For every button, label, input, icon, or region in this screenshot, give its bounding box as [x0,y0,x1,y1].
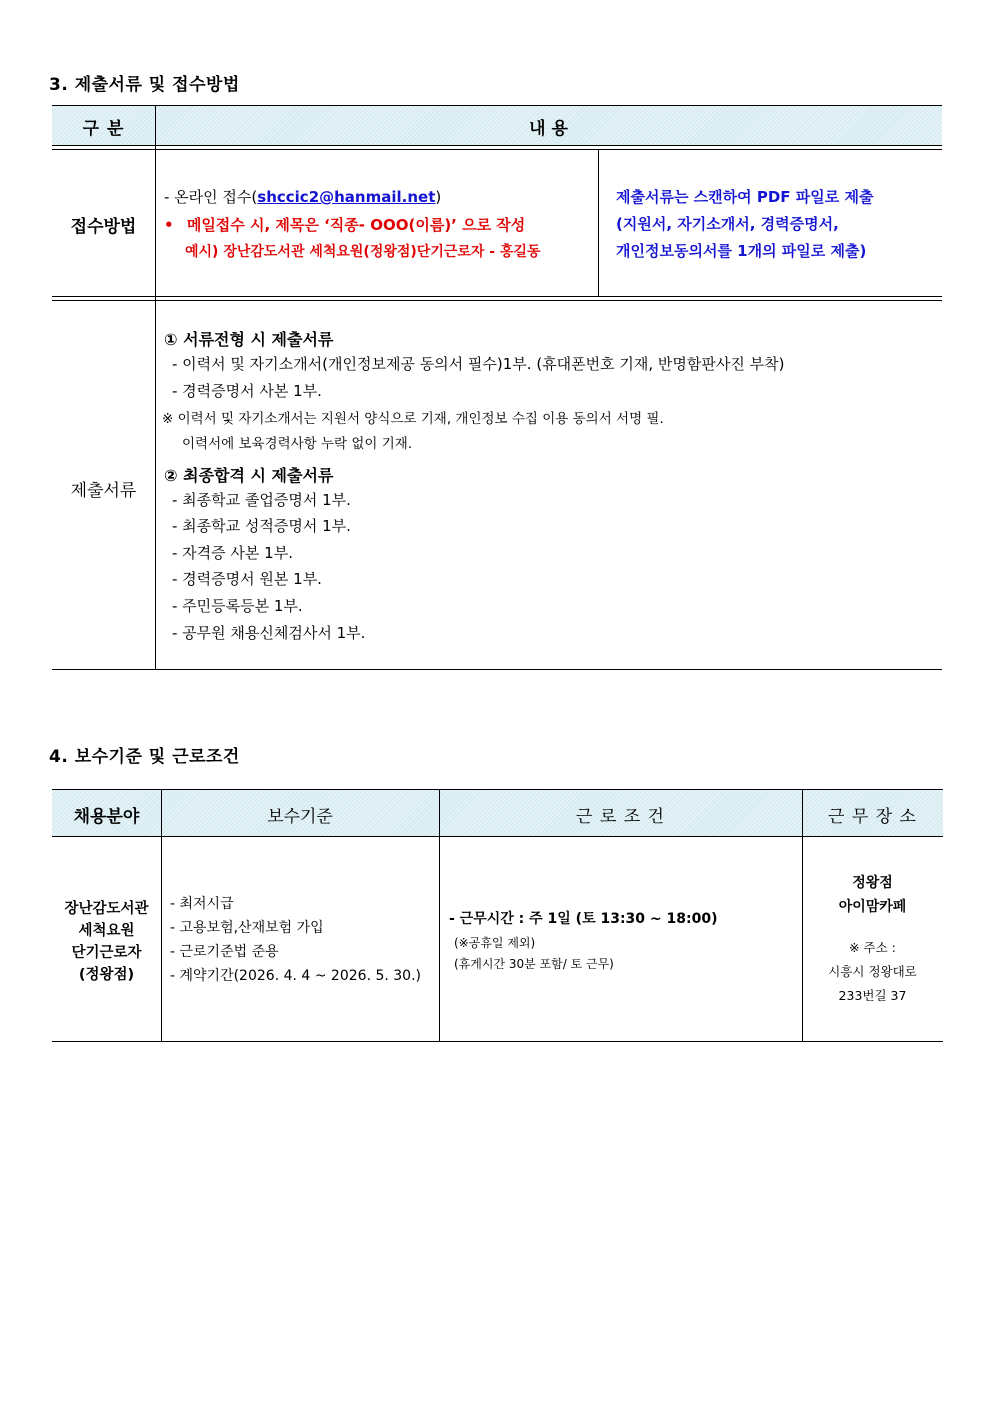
online-application [164,186,441,207]
divider [52,296,942,297]
divider [598,149,599,297]
header-field: 채용분야 [73,807,140,827]
header-workplace: 근 무 장 소 [828,807,917,827]
online-suffix: ) [435,188,442,206]
work-hours: - 근무시간 : 주 1일 (토 13:30 ~ 18:00) [449,911,718,927]
divider [52,145,942,146]
divider [52,149,942,150]
submission-note-line-1: 제출서류는 스캔하여 PDF 파일로 제출 [616,188,874,206]
group2-item: - 자격증 사본 1부. [172,544,293,562]
workplace [802,871,943,1008]
header-conditions: 근 로 조 건 [576,807,665,827]
pay-item: - 계약기간(2026. 4. 4 ~ 2026. 5. 30.) [170,968,421,984]
group2-item: - 공무원 채용신체검사서 1부. [172,624,366,642]
divider [52,836,943,837]
section-3-title: 3. 제출서류 및 접수방법 [49,75,240,95]
group2-title: ② 최종합격 시 제출서류 [164,466,334,485]
mail-example: 예시) 장난감도서관 세척요원(정왕점)단기근로자 - 홍길동 [185,244,541,260]
method-label: 접수방법 [70,217,137,237]
address-line: 233번길 37 [838,988,907,1003]
pay-item: - 근로기준법 준용 [170,944,279,960]
pay-item: - 최저시급 [170,896,234,912]
section-4-title: 4. 보수기준 및 근로조건 [49,747,240,767]
email-link[interactable]: shccic2@hanmail.net [257,188,436,206]
group1-title: ① 서류전형 시 제출서류 [164,330,334,349]
divider [52,789,943,790]
group2-item: - 경력증명서 원본 1부. [172,570,322,588]
divider [52,105,942,106]
header-category: 구 분 [82,119,125,139]
divider [52,1041,943,1042]
group2-item: - 주민등록등본 1부. [172,597,303,615]
group2-item: - 최종학교 졸업증명서 1부. [172,491,351,509]
online-prefix: - 온라인 접수( [164,188,258,206]
pay-item: - 고용보험,산재보험 가입 [170,920,324,936]
group1-item: - 이력서 및 자기소개서(개인정보제공 동의서 필수)1부. (휴대폰번호 기재, 반명함판사진 부착) [172,355,785,373]
workplace-name: 아이맘카페 [838,899,907,915]
submission-note-line-3: 개인정보동의서를 1개의 파일로 제출) [616,242,867,260]
submission-note-line-2: (지원서, 자기소개서, 경력증명서, [616,215,839,233]
pay-standard-list [170,892,421,988]
bullet: • [164,216,174,234]
divider [155,105,156,670]
field-line: (정왕점) [78,967,135,983]
mail-rule-text: 메일접수 시, 제목은 ‘직종- OOO(이름)’ 으로 작성 [186,216,526,234]
header-content: 내 용 [529,119,568,139]
group1-note: ※ 이력서 및 자기소개서는 지원서 양식으로 기재, 개인정보 수집 이용 동의서 서명 필. [162,411,664,427]
field-line: 세척요원 [78,923,135,939]
group1-item: - 경력증명서 사본 1부. [172,382,322,400]
workplace-name: 정왕점 [852,875,893,891]
address-line: 시흥시 정왕대로 [828,964,917,979]
field-line: 장난감도서관 [64,901,149,917]
mail-rule [164,214,525,235]
holiday-note: (※공휴일 제외) [454,936,536,950]
field-line: 단기근로자 [71,945,142,961]
divider [52,300,942,301]
header-pay: 보수기준 [267,807,333,827]
documents-label: 제출서류 [70,481,137,501]
group1-note: 이력서에 보육경력사항 누락 없이 기재. [182,436,413,452]
break-note: (휴게시간 30분 포함/ 토 근무) [454,957,614,971]
group2-item: - 최종학교 성적증명서 1부. [172,517,351,535]
recruit-field [52,898,161,986]
address-label: ※ 주소 : [849,940,896,955]
divider [52,669,942,670]
